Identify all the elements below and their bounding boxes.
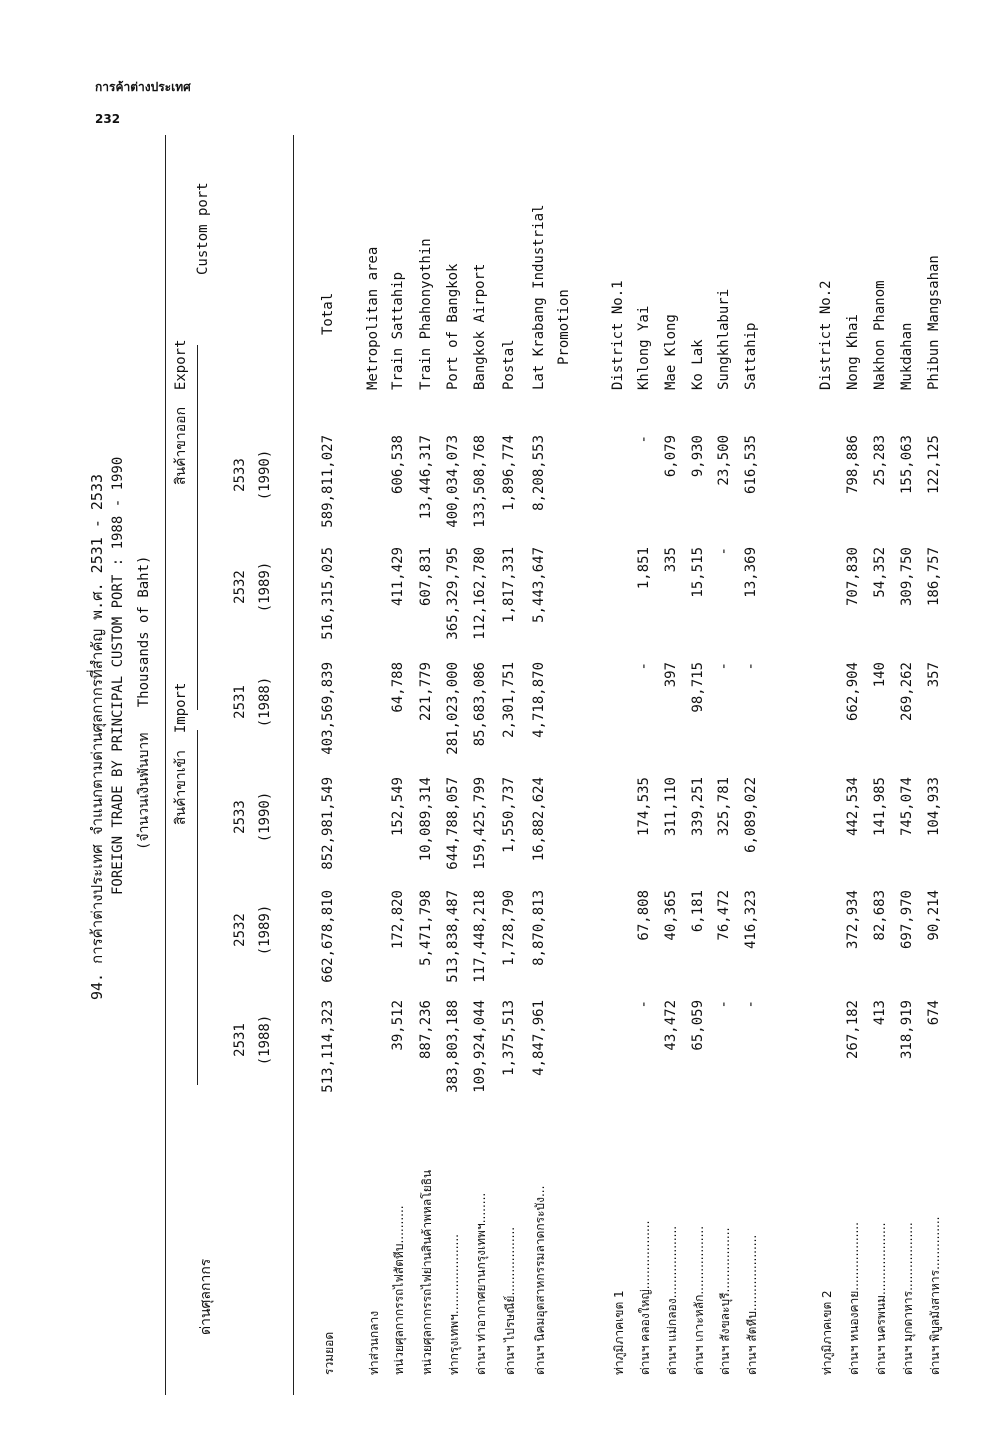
row-label-en: Postal <box>501 339 517 390</box>
table-cell: 40,365 <box>663 890 679 941</box>
table-cell: 513,114,323 <box>320 1000 336 1093</box>
table-cell: 109,924,044 <box>472 1000 488 1093</box>
table-cell: 383,803,188 <box>445 1000 461 1093</box>
row-label-th: ด่านฯ เกาะหลัก.................. <box>692 1225 706 1375</box>
table-cell: 172,820 <box>390 890 406 950</box>
table-cell: 4,718,870 <box>531 662 547 738</box>
row-label-th: ท่าส่วนกลาง <box>367 1310 381 1375</box>
year-header-th: 2533 <box>232 458 248 492</box>
table-cell: 1,375,513 <box>501 1000 517 1076</box>
table-cell: - <box>716 662 732 671</box>
row-label-th: ด่านฯ มุกดาหาร.................. <box>901 1222 915 1375</box>
table-cell: 745,074 <box>899 777 915 837</box>
table-cell: 82,683 <box>872 890 888 941</box>
page-number: 232 <box>95 112 121 126</box>
row-label-en: Ko Lak <box>690 339 706 390</box>
table-cell: 5,443,647 <box>531 547 547 623</box>
row-label-th: ด่านฯ ท่าอากาศยานกรุงเทพฯ........ <box>474 1192 488 1375</box>
row-label-th: หน่วยศุลกากรรถไฟสัตหีบ.......... <box>392 1205 406 1375</box>
table-cell: 186,757 <box>926 547 942 607</box>
row-label-en: Phibun Mangsahan <box>926 255 942 390</box>
table-cell: 413 <box>872 1000 888 1026</box>
table-cell: 64,788 <box>390 662 406 713</box>
row-label-th: ด่านฯ นครพนม................... <box>874 1222 888 1375</box>
table-cell: 76,472 <box>716 890 732 941</box>
row-label-th: ด่านฯ ไปรษณีย์.................. <box>503 1226 517 1375</box>
table-cell: 98,715 <box>690 662 706 713</box>
table-cell: 152,549 <box>390 777 406 837</box>
year-header-en: (1988) <box>257 676 273 728</box>
table-cell: 606,538 <box>390 435 406 495</box>
row-label-en: Train Phahonyothin <box>418 238 434 390</box>
row-label-en: Train Sattahip <box>390 271 406 390</box>
table-cell: 43,472 <box>663 1000 679 1051</box>
table-cell: 607,831 <box>418 547 434 607</box>
row-label-th: รวมยอด <box>322 1331 336 1375</box>
table-cell: 8,208,553 <box>531 435 547 511</box>
table-cell: 104,933 <box>926 777 942 837</box>
row-label-th: ท่าภูมิภาคเขต 2 <box>820 1290 834 1375</box>
table-cell: 269,262 <box>899 662 915 722</box>
table-top-rule <box>165 135 166 1395</box>
table-cell: 1,817,331 <box>501 547 517 623</box>
table-cell: - <box>636 662 652 671</box>
row-label-en: District No.2 <box>818 280 834 390</box>
table-cell: 589,811,027 <box>320 435 336 528</box>
table-cell: 6,181 <box>690 890 706 933</box>
table-cell: 662,678,810 <box>320 890 336 983</box>
row-label-th: ท่าภูมิภาคเขต 1 <box>612 1290 626 1375</box>
row-label-th: ท่ากรุงเทพฯ..................... <box>447 1234 461 1375</box>
table-cell: 281,023,000 <box>445 662 461 755</box>
table-cell: 23,500 <box>716 435 732 486</box>
table-cell: 221,779 <box>418 662 434 722</box>
port-header-th: ด่านศุลกากร <box>198 1258 214 1335</box>
year-header-th: 2532 <box>232 913 248 947</box>
table-cell: 155,063 <box>899 435 915 495</box>
year-header-en: (1990) <box>257 449 273 501</box>
row-label-en: Mukdahan <box>899 322 915 390</box>
table-cell: 15,515 <box>690 547 706 598</box>
table-cell: 616,535 <box>743 435 759 495</box>
table-cell: - <box>716 1000 732 1009</box>
table-cell: 513,838,487 <box>445 890 461 983</box>
table-cell: 174,535 <box>636 777 652 837</box>
table-cell: 1,550,737 <box>501 777 517 853</box>
table-cell: 133,508,768 <box>472 435 488 528</box>
row-label-en: Bangkok Airport <box>472 263 488 390</box>
table-cell: 318,919 <box>899 1000 915 1060</box>
row-label-th: ด่านฯ สัตหีบ.................... <box>745 1234 759 1375</box>
year-header-th: 2531 <box>232 1023 248 1057</box>
import-rule <box>197 730 198 1085</box>
row-label-en: Sungkhlaburi <box>716 288 732 390</box>
table-cell: 798,886 <box>845 435 861 495</box>
table-cell: 403,569,839 <box>320 662 336 755</box>
table-cell: 516,315,025 <box>320 547 336 640</box>
table-cell: 117,448,218 <box>472 890 488 983</box>
row-label-th: ด่านฯ พิบูลมังสาหาร.............. <box>928 1216 942 1375</box>
table-cell: 416,323 <box>743 890 759 950</box>
table-cell: 65,059 <box>690 1000 706 1051</box>
row-label-th: ด่านฯ สังขละบุรี................. <box>718 1227 732 1375</box>
export-rule <box>197 345 198 710</box>
row-label-en: Metropolitan area <box>365 246 381 390</box>
row-label-en: Nakhon Phanom <box>872 280 888 390</box>
table-cell: 311,110 <box>663 777 679 837</box>
row-label-en-cont: Promotion <box>556 289 572 365</box>
table-cell: 6,089,022 <box>743 777 759 853</box>
table-cell: 411,429 <box>390 547 406 607</box>
year-header-th: 2533 <box>232 800 248 834</box>
row-label-th: ด่านฯ คลองใหญ่.................. <box>638 1220 652 1375</box>
row-label-en: Total <box>320 292 336 335</box>
table-cell: 662,904 <box>845 662 861 722</box>
row-label-en: Lat Krabang Industrial <box>531 204 547 390</box>
table-cell: 112,162,780 <box>472 547 488 640</box>
table-cell: 122,125 <box>926 435 942 495</box>
row-label-en: Nong Khai <box>845 314 861 390</box>
table-cell: 85,683,086 <box>472 662 488 747</box>
table-cell: 309,750 <box>899 547 915 607</box>
table-cell: 140 <box>872 662 888 688</box>
import-group-header: สินค้าขาเข้า Import <box>173 682 189 825</box>
table-cell: 16,882,624 <box>531 777 547 862</box>
table-title-en: FOREIGN TRADE BY PRINCIPAL CUSTOM PORT : 1988 - 1990 <box>110 456 126 895</box>
port-header-en: Custom port <box>195 182 211 275</box>
row-label-en: Mae Klong <box>663 314 679 390</box>
table-header-rule <box>293 135 294 1395</box>
row-label-th: ด่านฯ นิคมอุตสาหกรรมลาดกระบัง... <box>533 1185 547 1375</box>
row-label-en: Khlong Yai <box>636 305 652 390</box>
year-header-th: 2531 <box>232 685 248 719</box>
table-cell: 1,896,774 <box>501 435 517 511</box>
table-cell: 4,847,961 <box>531 1000 547 1076</box>
table-cell: 141,985 <box>872 777 888 837</box>
year-header-en: (1988) <box>257 1014 273 1066</box>
table-cell: 707,830 <box>845 547 861 607</box>
table-cell: 13,369 <box>743 547 759 598</box>
table-title-th: 94. การค้าต่างประเทศ จำแนกตามด่านศุลกากรที่สำคัญ พ.ศ. 2531 - 2533 <box>88 473 106 1000</box>
year-header-en: (1989) <box>257 561 273 613</box>
table-cell: 674 <box>926 1000 942 1026</box>
row-label-th: หน่วยศุลกากรรถไฟย่านสินค้าพหลโยธิน <box>420 1169 434 1375</box>
year-header-en: (1989) <box>257 904 273 956</box>
table-cell: 365,329,795 <box>445 547 461 640</box>
table-cell: 67,808 <box>636 890 652 941</box>
row-label-en: District No.1 <box>610 280 626 390</box>
table-cell: 852,981,549 <box>320 777 336 870</box>
table-cell: 10,089,314 <box>418 777 434 862</box>
table-cell: - <box>743 1000 759 1009</box>
table-cell: 267,182 <box>845 1000 861 1060</box>
table-cell: 644,788,057 <box>445 777 461 870</box>
table-cell: - <box>636 435 652 444</box>
table-cell: 397 <box>663 662 679 688</box>
table-cell: 90,214 <box>926 890 942 941</box>
year-header-th: 2532 <box>232 570 248 604</box>
section-header: การค้าต่างประเทศ <box>95 80 191 94</box>
year-header-en: (1990) <box>257 791 273 843</box>
table-cell: 8,870,813 <box>531 890 547 966</box>
table-cell: 1,728,790 <box>501 890 517 966</box>
table-cell: 697,970 <box>899 890 915 950</box>
table-cell: 6,079 <box>663 435 679 478</box>
export-group-header: สินค้าขาออก Export <box>173 339 189 485</box>
table-cell: 54,352 <box>872 547 888 598</box>
table-cell: 39,512 <box>390 1000 406 1051</box>
table-cell: 1,851 <box>636 547 652 590</box>
table-cell: 357 <box>926 662 942 688</box>
row-label-en: Port of Bangkok <box>445 263 461 390</box>
table-cell: 13,446,317 <box>418 435 434 520</box>
table-cell: 159,425,799 <box>472 777 488 870</box>
rotated-table <box>75 135 942 1395</box>
row-label-th: ด่านฯ หนองคาย.................. <box>847 1222 861 1375</box>
table-cell: 5,471,798 <box>418 890 434 966</box>
table-cell: 372,934 <box>845 890 861 950</box>
table-cell: 442,534 <box>845 777 861 837</box>
table-cell: 2,301,751 <box>501 662 517 738</box>
table-cell: 9,930 <box>690 435 706 478</box>
table-cell: 400,034,073 <box>445 435 461 528</box>
table-cell: - <box>743 662 759 671</box>
table-cell: - <box>716 547 732 556</box>
table-cell: 325,781 <box>716 777 732 837</box>
table-cell: 25,283 <box>872 435 888 486</box>
row-label-en: Sattahip <box>743 322 759 390</box>
table-cell: 339,251 <box>690 777 706 837</box>
table-cell: 335 <box>663 547 679 573</box>
row-label-th: ด่านฯ แม่กลอง................... <box>665 1225 679 1375</box>
table-unit: (จำนวนเงินพันบาท Thousands of Baht) <box>136 555 152 850</box>
table-cell: - <box>636 1000 652 1009</box>
table-cell: 887,236 <box>418 1000 434 1060</box>
